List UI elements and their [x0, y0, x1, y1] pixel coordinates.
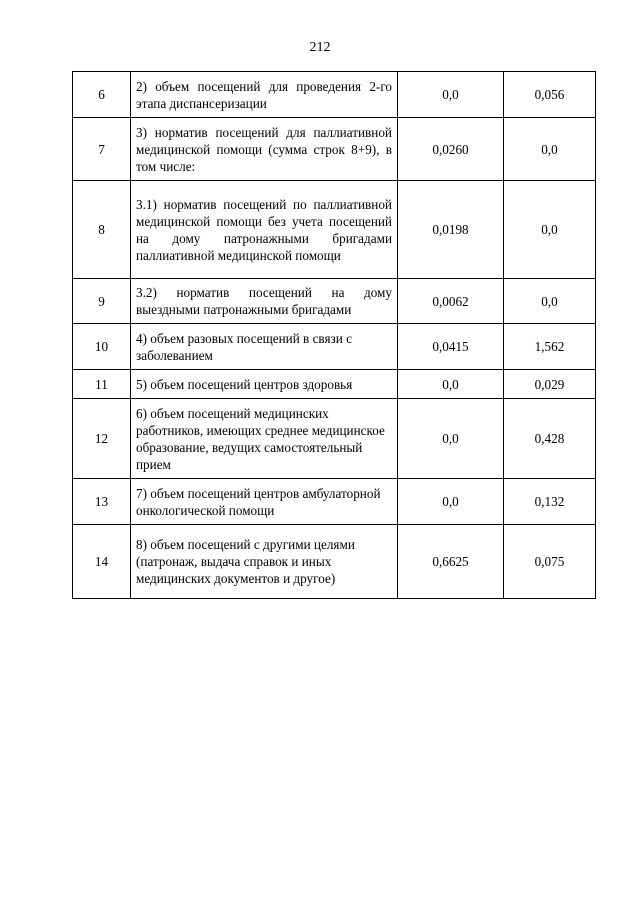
table-row — [73, 525, 596, 599]
row-number: 8 — [73, 181, 131, 279]
row-description: 3.2) норматив посещений на дому выездными патронажными бригадами — [131, 279, 398, 324]
table-row — [73, 370, 596, 399]
table-row — [73, 181, 596, 279]
row-value-1: 0,0198 — [398, 181, 504, 279]
row-description: 5) объем посещений центров здоровья — [131, 370, 398, 399]
row-number: 11 — [73, 370, 131, 399]
row-value-2: 0,075 — [504, 525, 596, 599]
page-number: 212 — [309, 40, 331, 55]
row-value-1: 0,0 — [398, 479, 504, 525]
row-description: 2) объем посещений для проведения 2-го этапа диспансеризации — [131, 72, 398, 118]
row-value-1: 0,0 — [398, 72, 504, 118]
row-value-2: 0,132 — [504, 479, 596, 525]
table-row — [73, 479, 596, 525]
row-description: 8) объем посещений с другими целями (патронаж, выдача справок и иных медицинских документов и другое) — [131, 525, 398, 599]
row-description: 7) объем посещений центров амбулаторной онкологической помощи — [131, 479, 398, 525]
table-row — [73, 279, 596, 324]
row-value-2: 0,428 — [504, 399, 596, 479]
table-row — [73, 118, 596, 181]
row-value-1: 0,0 — [398, 370, 504, 399]
row-value-2: 0,0 — [504, 118, 596, 181]
row-value-2: 0,0 — [504, 279, 596, 324]
row-value-1: 0,0 — [398, 399, 504, 479]
table-row — [73, 399, 596, 479]
table-row — [73, 72, 596, 118]
row-number: 12 — [73, 399, 131, 479]
data-table — [72, 71, 596, 599]
row-number: 14 — [73, 525, 131, 599]
row-number: 7 — [73, 118, 131, 181]
row-value-1: 0,0260 — [398, 118, 504, 181]
row-value-1: 0,6625 — [398, 525, 504, 599]
row-number: 6 — [73, 72, 131, 118]
row-number: 13 — [73, 479, 131, 525]
row-description: 3.1) норматив посещений по паллиативной медицинской помощи без учета посещений на дому патронажными бригадами паллиативной медицинской помощи — [131, 181, 398, 279]
row-value-2: 0,0 — [504, 181, 596, 279]
table-row — [73, 324, 596, 370]
row-number: 9 — [73, 279, 131, 324]
row-description: 6) объем посещений медицинских работников, имеющих среднее медицинское образование, ведущих самостоятельный прием — [131, 399, 398, 479]
row-value-2: 0,029 — [504, 370, 596, 399]
row-number: 10 — [73, 324, 131, 370]
row-value-1: 0,0062 — [398, 279, 504, 324]
row-value-2: 0,056 — [504, 72, 596, 118]
row-description: 4) объем разовых посещений в связи с заболеванием — [131, 324, 398, 370]
row-value-2: 1,562 — [504, 324, 596, 370]
row-description: 3) норматив посещений для паллиативной медицинской помощи (сумма строк 8+9), в том числе: — [131, 118, 398, 181]
row-value-1: 0,0415 — [398, 324, 504, 370]
